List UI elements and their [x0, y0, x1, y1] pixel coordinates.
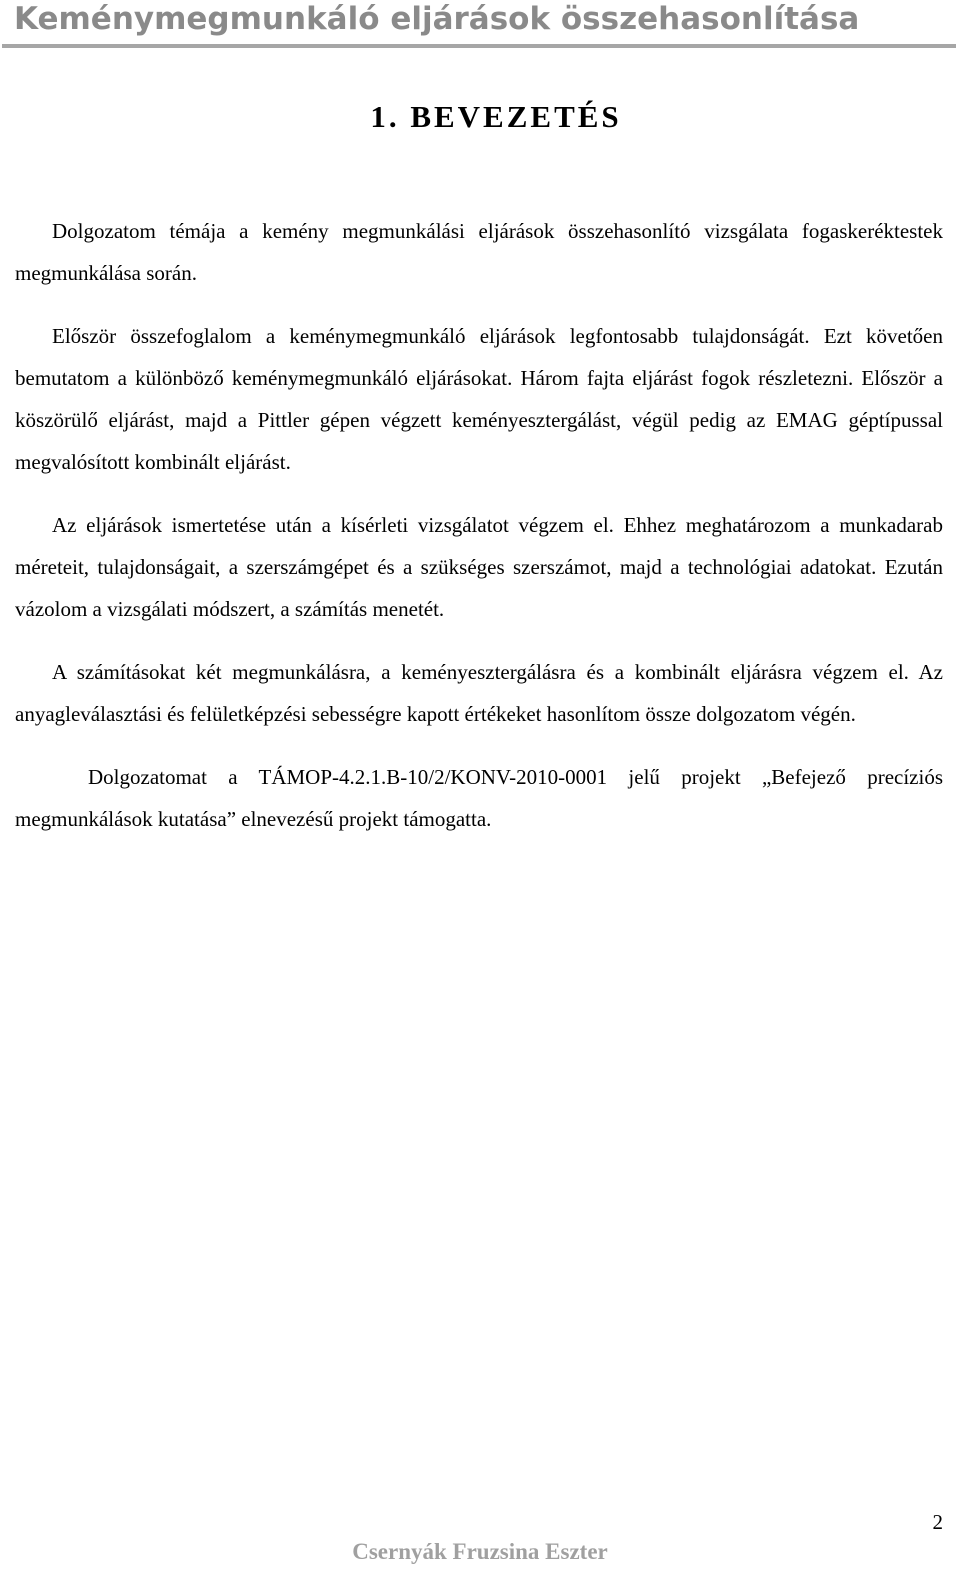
paragraph-experiment: Az eljárások ismertetése után a kísérleti vizsgálatot végzem el. Ehhez meghatározom a munkadarab méreteit, tulajdonságait, a szerszámgépet és a szükséges szerszámot, majd a technológiai adatokat. Ezután vázolom a vizsgálati módszert, a számítás menetét. [15, 513, 943, 621]
chapter-title: 1. BEVEZETÉS [370, 98, 622, 134]
header-divider [2, 44, 956, 48]
paragraph-funding: Dolgozatomat a TÁMOP-4.2.1.B-10/2/KONV-2010-0001 jelű projekt „Befejező precíziós megmunkálások kutatása” elnevezésű projekt támogatta. [15, 765, 943, 831]
paragraph-calculations: A számításokat két megmunkálásra, a keményesztergálásra és a kombinált eljárásra végzem el. Az anyagleválasztási és felületképzési sebességre kapott értékeket hasonlítom össze dolgozatom végén. [15, 660, 943, 726]
document-body [15, 210, 943, 840]
page-number: 2 [932, 1510, 943, 1534]
author-name-footer: Csernyák Fruzsina Eszter [352, 1539, 608, 1564]
paragraph-topic: Dolgozatom témája a kemény megmunkálási eljárások összehasonlító vizsgálata fogaskeréktestek megmunkálása során. [15, 219, 943, 285]
paragraph-structure: Először összefoglalom a keménymegmunkáló eljárások legfontosabb tulajdonságát. Ezt követően bemutatom a különböző keménymegmunkáló eljárásokat. Három fajta eljárást fogok részletezni. Először a köszörülő eljárást, majd a Pittler gépen végzett keményesztergálást, végül pedig az EMAG géptípussal megvalósított kombinált eljárást. [15, 324, 943, 474]
running-header-title: Keménymegmunkáló eljárások összehasonlítása [14, 1, 860, 37]
